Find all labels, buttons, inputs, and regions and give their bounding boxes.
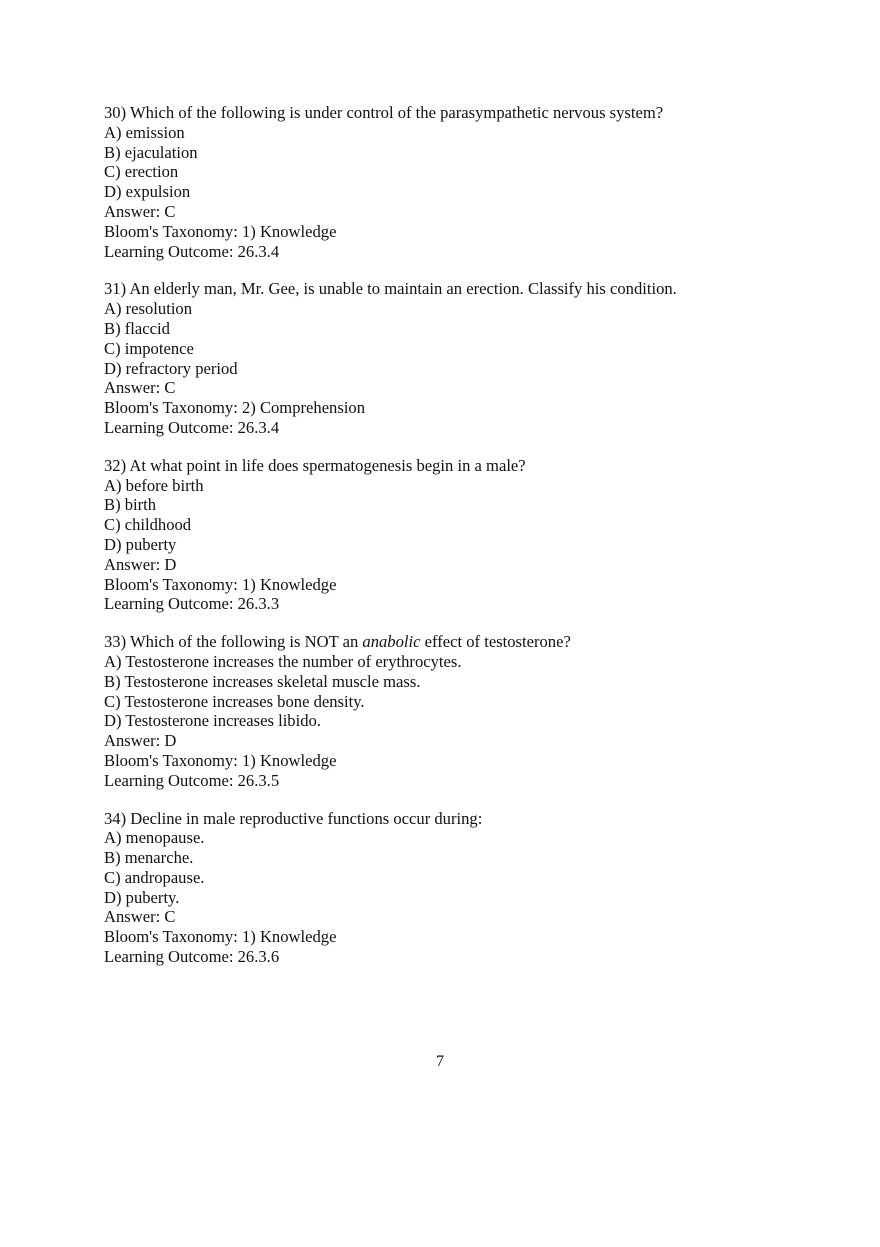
answer: Answer: C <box>104 378 176 398</box>
blooms-taxonomy: Bloom's Taxonomy: 1) Knowledge <box>104 750 337 770</box>
learning-outcome: Learning Outcome: 26.3.5 <box>104 770 280 790</box>
question-31 <box>104 279 804 437</box>
question-stem: 34) Decline in male reproductive functions occur during: <box>104 808 483 828</box>
option-b: B) birth <box>104 495 157 515</box>
option-c: C) childhood <box>104 515 192 535</box>
answer: Answer: C <box>104 201 176 221</box>
blooms-taxonomy: Bloom's Taxonomy: 2) Comprehension <box>104 398 366 418</box>
option-b: B) menarche. <box>104 848 194 868</box>
option-c: C) impotence <box>104 338 194 358</box>
question-stem-start: 33) Which of the following is NOT an <box>104 632 363 652</box>
learning-outcome: Learning Outcome: 26.3.3 <box>104 594 280 614</box>
question-32 <box>104 456 804 614</box>
answer: Answer: C <box>104 907 176 927</box>
question-33 <box>104 632 804 790</box>
learning-outcome: Learning Outcome: 26.3.6 <box>104 947 280 967</box>
option-a: A) menopause. <box>104 828 205 848</box>
blooms-taxonomy: Bloom's Taxonomy: 1) Knowledge <box>104 574 337 594</box>
question-stem-end: effect of testosterone? <box>420 632 571 652</box>
question-34 <box>104 809 804 967</box>
question-stem: 32) At what point in life does spermatogenesis begin in a male? <box>104 455 526 475</box>
option-a: A) before birth <box>104 475 204 495</box>
option-c: C) Testosterone increases bone density. <box>104 691 365 711</box>
question-list <box>104 103 804 985</box>
option-b: B) ejaculation <box>104 142 198 162</box>
question-30 <box>104 103 804 261</box>
answer: Answer: D <box>104 554 177 574</box>
option-d: D) refractory period <box>104 358 238 378</box>
option-c: C) andropause. <box>104 867 205 887</box>
answer: Answer: D <box>104 731 177 751</box>
option-b: B) Testosterone increases skeletal muscle mass. <box>104 671 421 691</box>
question-stem: 31) An elderly man, Mr. Gee, is unable to maintain an erection. Classify his condition. <box>104 279 677 299</box>
question-stem <box>104 632 804 652</box>
option-a: A) emission <box>104 122 185 142</box>
option-c: C) erection <box>104 162 179 182</box>
blooms-taxonomy: Bloom's Taxonomy: 1) Knowledge <box>104 221 337 241</box>
learning-outcome: Learning Outcome: 26.3.4 <box>104 241 280 261</box>
option-b: B) flaccid <box>104 318 170 338</box>
question-stem-italic: anabolic <box>362 632 421 652</box>
option-a: A) Testosterone increases the number of erythrocytes. <box>104 651 462 671</box>
page-number: 7 <box>436 1053 444 1070</box>
blooms-taxonomy: Bloom's Taxonomy: 1) Knowledge <box>104 927 337 947</box>
option-d: D) expulsion <box>104 182 191 202</box>
learning-outcome: Learning Outcome: 26.3.4 <box>104 417 280 437</box>
option-a: A) resolution <box>104 299 193 319</box>
option-d: D) puberty. <box>104 887 180 907</box>
question-stem: 30) Which of the following is under control of the parasympathetic nervous system? <box>104 103 664 122</box>
option-d: D) puberty <box>104 534 177 554</box>
option-d: D) Testosterone increases libido. <box>104 711 321 731</box>
